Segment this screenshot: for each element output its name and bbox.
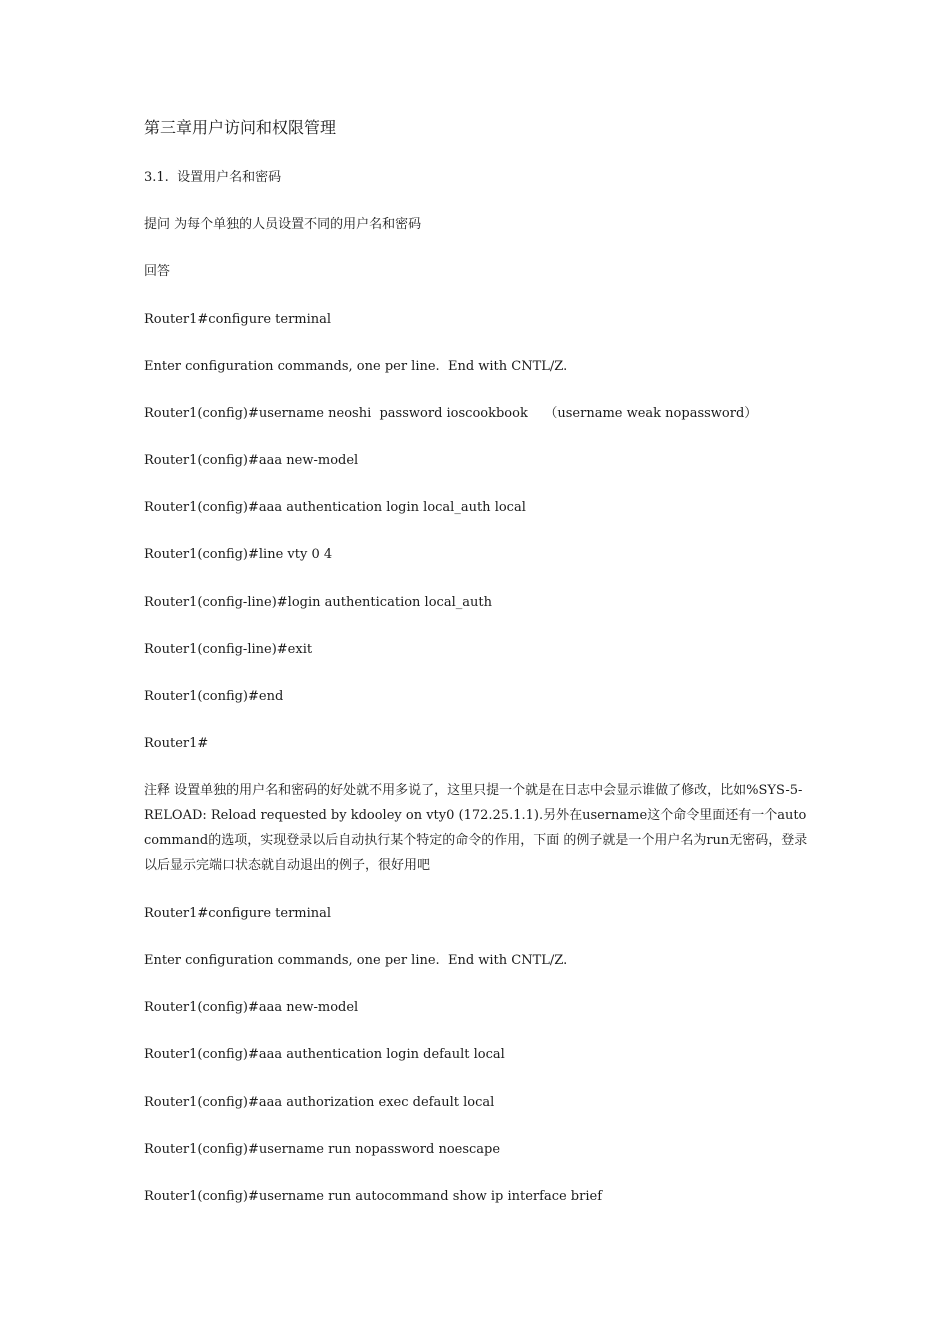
config-line: Enter configuration commands, one per line. End with CNTL/Z.	[144, 953, 568, 968]
config-line: Enter configuration commands, one per line. End with CNTL/Z.	[144, 359, 568, 374]
config-line: Router1#	[144, 736, 209, 751]
question-text: 提问 为每个单独的人员设置不同的用户名和密码	[144, 217, 422, 232]
config-line: Router1(config-line)#login authentication local_auth	[144, 595, 492, 610]
note-paragraph: 注释 设置单独的用户名和密码的好处就不用多说了，这里只提一个就是在日志中会显示谁做了修改，比如%SYS-5-RELOAD: Reload requested by kdooley on vty0 (172.25.1.1).另外在username这个命令里面还有一个autocommand的选项，实现登录以后自动执行某个特定的命令的作用，下面 的例子就是一个用户名为run无密码，登录以后显示完端口状态就自动退出的例子，很好用吧	[144, 783, 808, 873]
config-line: Router1(config)#aaa new-model	[144, 453, 359, 468]
config-line: Router1(config)#username run nopassword noescape	[144, 1142, 501, 1157]
config-line: Router1(config)#end	[144, 689, 284, 704]
config-line: Router1#configure terminal	[144, 312, 332, 327]
answer-label: 回答	[144, 264, 171, 279]
config-line: Router1(config)#line vty 0 4	[144, 547, 333, 562]
config-line: Router1(config)#username neoshi password ioscookbook （username weak nopassword）	[144, 406, 758, 421]
chapter-title: 第三章用户访问和权限管理	[144, 118, 337, 137]
config-line: Router1(config)#aaa authentication login default local	[144, 1047, 505, 1062]
config-line: Router1(config)#aaa authorization exec default local	[144, 1095, 495, 1110]
section-heading: 3.1. 设置用户名和密码	[144, 170, 282, 185]
config-line: Router1(config)#aaa authentication login local_auth local	[144, 500, 526, 515]
config-line: Router1#configure terminal	[144, 906, 332, 921]
config-line: Router1(config-line)#exit	[144, 642, 313, 657]
config-line: Router1(config)#username run autocommand show ip interface brief	[144, 1189, 603, 1204]
config-line: Router1(config)#aaa new-model	[144, 1000, 359, 1015]
